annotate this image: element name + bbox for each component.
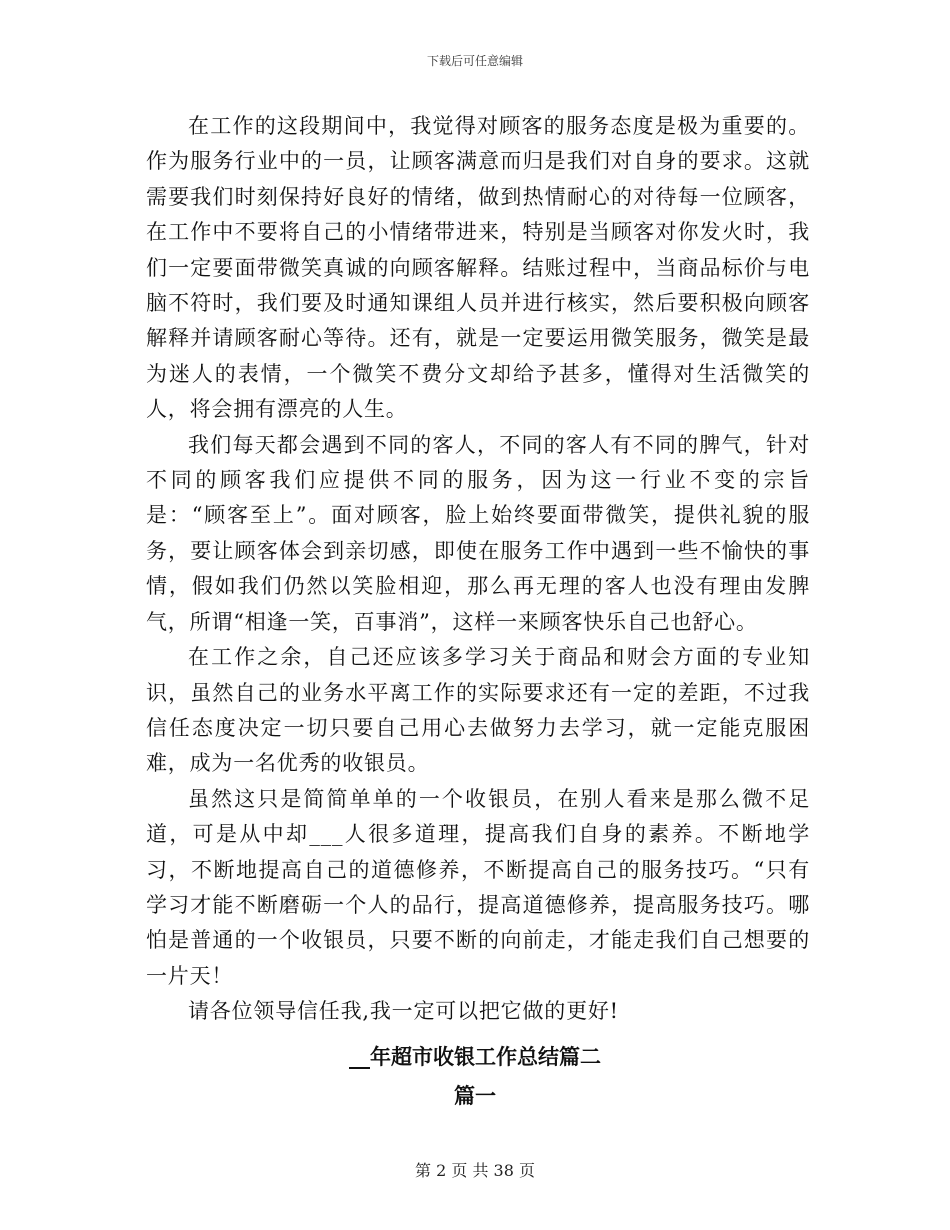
header-note: 下载后可任意编辑 bbox=[426, 54, 523, 68]
document-body bbox=[146, 109, 810, 1030]
section-title: __年超市收银工作总结篇二 bbox=[349, 1044, 601, 1069]
page-number: 第 2 页 共 38 页 bbox=[415, 1161, 535, 1180]
paragraph-5: 请各位领导信任我,我一定可以把它做的更好! bbox=[188, 999, 619, 1024]
paragraph-1: 在工作的这段期间中，我觉得对顾客的服务态度是极为重要的。作为服务行业中的一员，让顾客满意而归是我们对自身的要求。这就需要我们时刻保持好良好的情绪，做到热情耐心的对待每一位顾客，在工作中不要将自己的小情绪带进来，特别是当顾客对你发火时，我们一定要面带微笑真诚的向顾客解释。结账过程中，当商品标价与电脑不符时，我们要及时通知课组人员并进行核实，然后要积极向顾客解释并请顾客耐心等待。还有，就是一定要运用微笑服务，微笑是最为迷人的表情，一个微笑不费分文却给予甚多，懂得对生活微笑的人，将会拥有漂亮的人生。 bbox=[146, 114, 810, 422]
paragraph-4: 虽然这只是简简单单的一个收银员，在别人看来是那么微不足道，可是从中却___人很多道理，提高我们自身的素养。不断地学习，不断地提高自己的道德修养，不断提高自己的服务技巧。“只有学习才能不断磨砺一个人的品行，提高道德修养，提高服务技巧。哪怕是普通的一个收银员，只要不断的向前走，才能走我们自己想要的一片天！ bbox=[146, 786, 810, 988]
paragraph-3: 在工作之余，自己还应该多学习关于商品和财会方面的专业知识，虽然自己的业务水平离工作的实际要求还有一定的差距，不过我信任态度决定一切只要自己用心去做努力去学习，就一定能克服困难，成为一名优秀的收银员。 bbox=[146, 645, 810, 776]
paragraph-2: 我们每天都会遇到不同的客人，不同的客人有不同的脾气，针对不同的顾客我们应提供不同的服务，因为这一行业不变的宗旨是：“顾客至上”。面对顾客，脸上始终要面带微笑，提供礼貌的服务，要让顾客体会到亲切感，即使在服务工作中遇到一些不愉快的事情，假如我们仍然以笑脸相迎，那么再无理的客人也没有理由发脾气，所谓“相逢一笑，百事消”，这样一来顾客快乐自己也舒心。 bbox=[146, 432, 810, 634]
sub-title: 篇一 bbox=[454, 1083, 496, 1108]
